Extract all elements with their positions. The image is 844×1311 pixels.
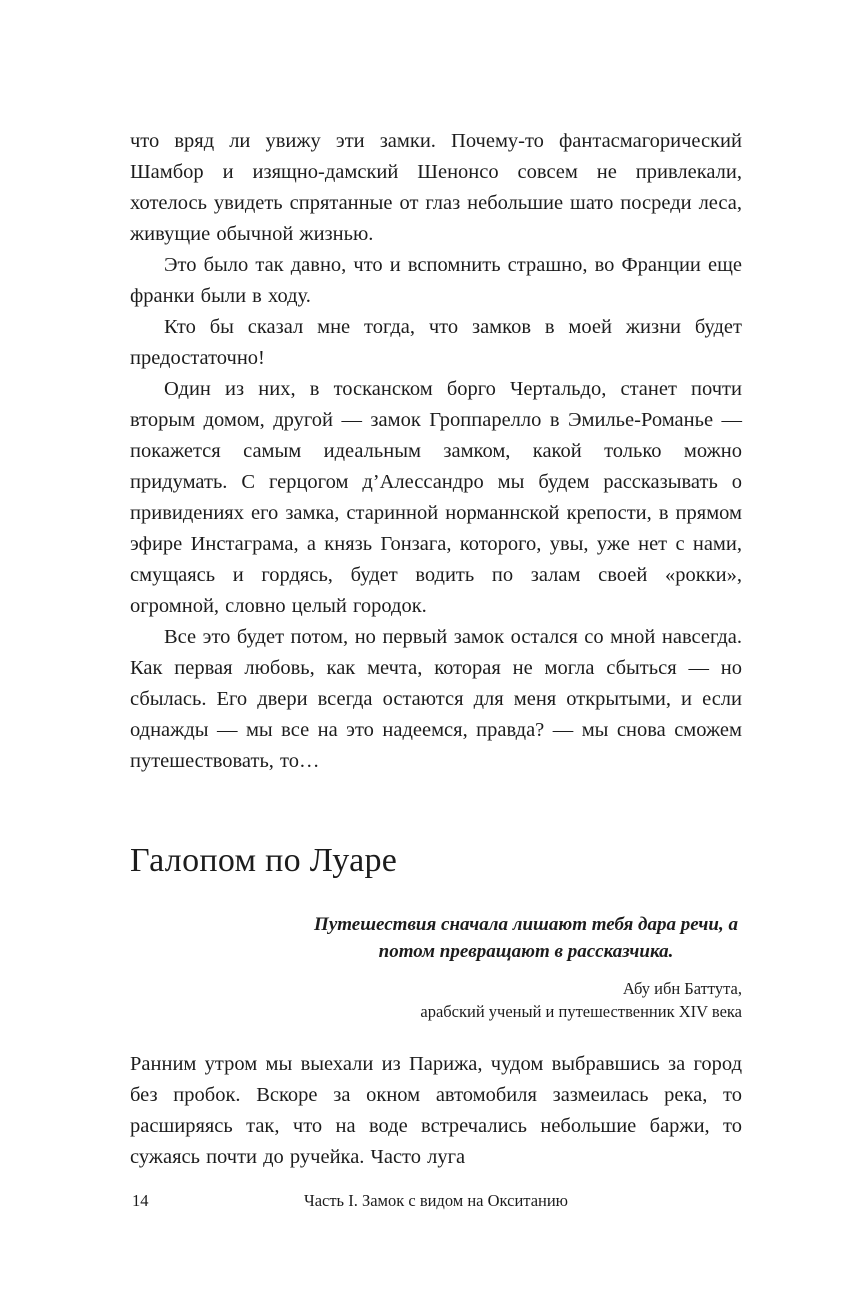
epigraph-author-description: арабский ученый и путешественник XIV века: [420, 1002, 742, 1021]
paragraph: что вряд ли увижу эти замки. Почему-то фантасмагорический Шамбор и изящно-дамский Шенонсо совсем не привлекали, хотелось увидеть спрятанные от глаз небольшие шато посреди леса, живущие обычной жизнью.: [130, 130, 742, 245]
epigraph-author: Абу ибн Баттута,: [622, 979, 742, 998]
page-number: 14: [132, 1191, 149, 1210]
running-title: Часть I. Замок с видом на Окситанию: [303, 1191, 569, 1210]
page-footer: [130, 1190, 742, 1212]
paragraph: Один из них, в тосканском борго Чертальдо, станет почти вторым домом, другой — замок Гроппарелло в Эмилье-Романье — покажется самым идеальным замком, какой только можно придумать. С герцогом д’Алессандро мы будем рассказывать о привидениях его замка, старинной норманнской крепости, в прямом эфире Инстаграма, а князь Гонзага, которого, увы, уже нет с нами, смущаясь и гордясь, будет водить по залам своей «рокки», огромной, словно целый городок.: [130, 378, 742, 617]
paragraph: Кто бы сказал мне тогда, что замков в моей жизни будет предостаточно!: [130, 316, 742, 369]
paragraph: Это было так давно, что и вспомнить страшно, во Франции еще франки были в ходу.: [130, 254, 742, 307]
text-block: [130, 126, 742, 1173]
epigraph: Путешествия сначала лишают тебя дара речи, а потом превращают в рассказчика.: [314, 914, 738, 962]
paragraph: Ранним утром мы выехали из Парижа, чудом выбравшись за город без пробок. Вскоре за окном автомобиля зазмеилась река, то расширяясь так, что на воде встречались небольшие баржи, то сужаясь почти до ручейка. Часто луга: [130, 1053, 742, 1168]
chapter-title: Галопом по Луаре: [130, 842, 398, 879]
paragraph: Все это будет потом, но первый замок остался со мной навсегда. Как первая любовь, как мечта, которая не могла сбыться — но сбылась. Его двери всегда остаются для меня открытыми, и если однажды — мы все на это надеемся, правда? — мы снова сможем путешествовать, то…: [130, 626, 742, 772]
epigraph-attribution: [130, 977, 742, 1023]
